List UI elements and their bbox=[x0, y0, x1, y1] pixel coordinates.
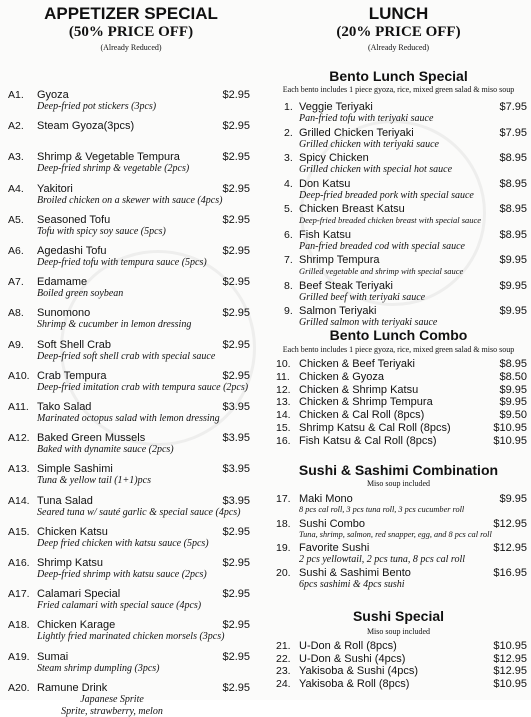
item-price: $2.95 bbox=[222, 89, 250, 101]
item-number: A1. bbox=[8, 89, 24, 101]
item-number: 21. bbox=[276, 640, 291, 652]
appetizer-item bbox=[0, 682, 262, 717]
bento-special-item bbox=[266, 280, 531, 305]
sushi-special-item bbox=[266, 678, 531, 691]
bento-special-item bbox=[266, 203, 531, 228]
lunch-reduced-note: (Already Reduced) bbox=[367, 43, 430, 52]
item-number: 1. bbox=[284, 101, 293, 113]
item-name: Baked Green Mussels bbox=[37, 432, 146, 444]
item-price: $8.95 bbox=[499, 152, 527, 164]
item-price: $2.95 bbox=[222, 619, 250, 631]
item-name: Shrimp Tempura bbox=[299, 254, 380, 266]
item-price: $8.95 bbox=[499, 229, 527, 241]
appetizer-item bbox=[0, 495, 262, 525]
item-name: U-Don & Roll (8pcs) bbox=[299, 640, 397, 652]
item-name: Yakisoba & Roll (8pcs) bbox=[299, 678, 410, 690]
item-name: Maki Mono bbox=[299, 493, 353, 505]
sushi-special-item bbox=[266, 640, 531, 653]
item-description: Pan-fried breaded cod with special sauce bbox=[299, 241, 465, 252]
bento-special-item bbox=[266, 254, 531, 279]
item-price: $7.95 bbox=[499, 127, 527, 139]
item-name: Chicken & Cal Roll (8pcs) bbox=[299, 409, 425, 421]
sushi-combo-title: Sushi & Sashimi Combination bbox=[298, 462, 499, 478]
item-description: Fried calamari with special sauce (4pcs) bbox=[37, 600, 202, 611]
item-description: Lightly fried marinated chicken morsels (3pcs) bbox=[37, 631, 225, 642]
appetizer-item bbox=[0, 588, 262, 618]
item-name: Chicken Karage bbox=[37, 619, 116, 631]
item-name: Tuna Salad bbox=[37, 495, 93, 507]
item-price: $2.95 bbox=[222, 588, 250, 600]
item-price: $3.95 bbox=[222, 463, 250, 475]
item-number: 2. bbox=[284, 127, 293, 139]
item-description: Japanese Sprite bbox=[80, 694, 144, 705]
item-description: Deep-fried breaded pork with special sauce bbox=[299, 190, 474, 201]
appetizer-item bbox=[0, 89, 262, 119]
appetizer-item bbox=[0, 183, 262, 213]
sushi-special-note: Miso soup included bbox=[366, 627, 431, 636]
item-name: Simple Sashimi bbox=[37, 463, 113, 475]
item-price: $3.95 bbox=[222, 432, 250, 444]
item-price: $10.95 bbox=[493, 422, 527, 434]
item-name: Agedashi Tofu bbox=[37, 245, 107, 257]
bento-combo-title: Bento Lunch Combo bbox=[329, 327, 468, 343]
item-number: 15. bbox=[276, 422, 291, 434]
item-name: Don Katsu bbox=[299, 178, 351, 190]
item-price: $2.95 bbox=[222, 120, 250, 132]
lunch-discount: (20% PRICE OFF) bbox=[336, 24, 461, 40]
item-description: Deep-fried shrimp with katsu sauce (2pcs) bbox=[37, 569, 207, 580]
item-price: $2.95 bbox=[222, 339, 250, 351]
sushi-special-item bbox=[266, 665, 531, 678]
item-name: Shrimp Katsu & Cal Roll (8pcs) bbox=[299, 422, 451, 434]
item-description: Grilled beef with teriyaki sauce bbox=[299, 292, 426, 303]
item-number: A6. bbox=[8, 245, 24, 257]
item-name: Fish Katsu & Cal Roll (8pcs) bbox=[299, 435, 437, 447]
item-number: 6. bbox=[284, 229, 293, 241]
item-description: Deep fried chicken with katsu sauce (5pcs) bbox=[37, 538, 209, 549]
item-name: Salmon Teriyaki bbox=[299, 305, 377, 317]
item-number: 14. bbox=[276, 409, 291, 421]
item-description: Boiled green soybean bbox=[37, 288, 124, 299]
item-name: Veggie Teriyaki bbox=[299, 101, 373, 113]
item-price: $9.95 bbox=[499, 254, 527, 266]
item-price: $16.95 bbox=[493, 567, 527, 579]
item-price: $2.95 bbox=[222, 651, 250, 663]
item-name: Calamari Special bbox=[37, 588, 121, 600]
item-price: $8.95 bbox=[499, 178, 527, 190]
bento-combo-note: Each bento includes 1 piece gyoza, rice, mixed green salad & miso soup bbox=[282, 345, 515, 354]
item-description: 6pcs sashimi & 4pcs sushi bbox=[299, 579, 405, 590]
item-price: $2.95 bbox=[222, 526, 250, 538]
item-number: A3. bbox=[8, 151, 24, 163]
item-price: $2.95 bbox=[222, 682, 250, 694]
item-description: Deep-fried imitation crab with tempura sauce (2pcs) bbox=[37, 382, 249, 393]
item-price: $12.95 bbox=[493, 518, 527, 530]
item-price: $10.95 bbox=[493, 640, 527, 652]
item-number: A18. bbox=[8, 619, 30, 631]
item-description: Tuna, shrimp, salmon, red snapper, egg, and 8 pcs cal roll bbox=[299, 530, 492, 539]
item-description: Grilled chicken with teriyaki sauce bbox=[299, 139, 439, 150]
bento-combo-item bbox=[266, 422, 531, 435]
item-description: Grilled salmon with teriyaki sauce bbox=[299, 317, 438, 328]
item-price: $2.95 bbox=[222, 151, 250, 163]
item-description: Baked with dynamite sauce (2pcs) bbox=[37, 444, 174, 455]
item-description: Deep-fried soft shell crab with special sauce bbox=[37, 351, 216, 362]
item-number: 24. bbox=[276, 678, 291, 690]
item-price: $2.95 bbox=[222, 557, 250, 569]
item-price: $7.95 bbox=[499, 101, 527, 113]
item-description: Steam shrimp dumpling (3pcs) bbox=[37, 663, 160, 674]
item-number: A10. bbox=[8, 370, 30, 382]
item-number: 8. bbox=[284, 280, 293, 292]
item-price: $9.50 bbox=[499, 409, 527, 421]
item-name: Chicken Katsu bbox=[37, 526, 108, 538]
item-price: $12.95 bbox=[493, 542, 527, 554]
item-name: Beef Steak Teriyaki bbox=[299, 280, 393, 292]
sushi-combo-item bbox=[266, 518, 531, 542]
item-name: Ramune Drink bbox=[37, 682, 108, 694]
item-name: U-Don & Sushi (4pcs) bbox=[299, 653, 406, 665]
item-name: Chicken & Beef Teriyaki bbox=[299, 358, 415, 370]
item-price: $3.95 bbox=[222, 495, 250, 507]
appetizer-item bbox=[0, 432, 262, 462]
item-name: Tako Salad bbox=[37, 401, 92, 413]
appetizer-item bbox=[0, 339, 262, 369]
item-description: Deep-fried tofu with tempura sauce (5pcs) bbox=[37, 257, 207, 268]
item-description: Sprite, strawberry, melon bbox=[61, 706, 163, 717]
item-name: Soft Shell Crab bbox=[37, 339, 111, 351]
bento-special-title: Bento Lunch Special bbox=[329, 68, 468, 84]
appetizer-discount: (50% PRICE OFF) bbox=[68, 24, 194, 40]
item-price: $9.95 bbox=[499, 493, 527, 505]
item-price: $12.95 bbox=[493, 665, 527, 677]
item-price: $2.95 bbox=[222, 276, 250, 288]
item-description: Marinated octopus salad with lemon dressing bbox=[37, 413, 220, 424]
item-number: 7. bbox=[284, 254, 293, 266]
bento-special-item bbox=[266, 229, 531, 254]
bento-combo-item bbox=[266, 358, 531, 371]
appetizer-item bbox=[0, 401, 262, 431]
item-number: A12. bbox=[8, 432, 30, 444]
bento-special-item bbox=[266, 101, 531, 126]
appetizer-item bbox=[0, 151, 262, 181]
item-description: Deep-fried pot stickers (3pcs) bbox=[37, 101, 157, 112]
item-price: $2.95 bbox=[222, 183, 250, 195]
item-number: 23. bbox=[276, 665, 291, 677]
item-description: Grilled chicken with special hot sauce bbox=[299, 164, 453, 175]
appetizer-item bbox=[0, 463, 262, 493]
item-number: A17. bbox=[8, 588, 30, 600]
appetizer-item bbox=[0, 214, 262, 244]
item-number: A8. bbox=[8, 307, 24, 319]
bento-special-item bbox=[266, 152, 531, 177]
item-name: Edamame bbox=[37, 276, 88, 288]
item-number: A4. bbox=[8, 183, 24, 195]
item-name: Seasoned Tofu bbox=[37, 214, 111, 226]
sushi-combo-item bbox=[266, 567, 531, 591]
item-number: 18. bbox=[276, 518, 291, 530]
item-name: Sunomono bbox=[37, 307, 91, 319]
item-price: $9.95 bbox=[499, 384, 527, 396]
item-number: 3. bbox=[284, 152, 293, 164]
bento-special-item bbox=[266, 178, 531, 203]
item-name: Grilled Chicken Teriyaki bbox=[299, 127, 414, 139]
item-number: A9. bbox=[8, 339, 24, 351]
item-number: A20. bbox=[8, 682, 30, 694]
item-description: Pan-fried tofu with teriyaki sauce bbox=[299, 113, 434, 124]
appetizer-item bbox=[0, 276, 262, 306]
appetizer-item bbox=[0, 557, 262, 587]
item-number: A14. bbox=[8, 495, 30, 507]
item-number: A19. bbox=[8, 651, 30, 663]
appetizer-item bbox=[0, 370, 262, 400]
item-name: Gyoza bbox=[37, 89, 69, 101]
item-number: 16. bbox=[276, 435, 291, 447]
bento-combo-item bbox=[266, 371, 531, 384]
item-number: A11. bbox=[8, 401, 29, 413]
item-number: 13. bbox=[276, 396, 291, 408]
item-number: A7. bbox=[8, 276, 24, 288]
item-name: Chicken & Shrimp Katsu bbox=[299, 384, 419, 396]
item-name: Crab Tempura bbox=[37, 370, 107, 382]
lunch-title: LUNCH bbox=[368, 4, 429, 23]
item-description: Deep-fried shrimp & vegetable (2pcs) bbox=[37, 163, 190, 174]
sushi-combo-item bbox=[266, 542, 531, 566]
item-price: $2.95 bbox=[222, 214, 250, 226]
item-name: Favorite Sushi bbox=[299, 542, 370, 554]
item-price: $9.95 bbox=[499, 396, 527, 408]
item-price: $9.95 bbox=[499, 305, 527, 317]
item-description: Tofu with spicy soy sauce (5pcs) bbox=[37, 226, 166, 237]
bento-special-item bbox=[266, 127, 531, 152]
item-number: 5. bbox=[284, 203, 293, 215]
item-price: $2.95 bbox=[222, 245, 250, 257]
item-number: 22. bbox=[276, 653, 291, 665]
appetizer-item bbox=[0, 245, 262, 275]
item-price: $12.95 bbox=[493, 653, 527, 665]
sushi-special-title: Sushi Special bbox=[352, 608, 445, 624]
item-price: $8.95 bbox=[499, 203, 527, 215]
sushi-combo-item bbox=[266, 493, 531, 517]
item-description: Tuna & yellow tail (1+1)pcs bbox=[37, 475, 151, 486]
item-description: Broiled chicken on a skewer with sauce (4pcs) bbox=[37, 195, 223, 206]
appetizer-item bbox=[0, 651, 262, 681]
item-name: Chicken Breast Katsu bbox=[299, 203, 405, 215]
item-number: 19. bbox=[276, 542, 291, 554]
item-name: Sushi Combo bbox=[299, 518, 366, 530]
item-description: Seared tuna w/ sauté garlic & special sauce (4pcs) bbox=[37, 507, 241, 518]
item-number: A5. bbox=[8, 214, 24, 226]
item-name: Chicken & Shrimp Tempura bbox=[299, 396, 433, 408]
item-description: Shrimp & cucumber in lemon dressing bbox=[37, 319, 192, 330]
item-number: 11. bbox=[276, 371, 290, 383]
item-name: Fish Katsu bbox=[299, 229, 351, 241]
item-number: 10. bbox=[276, 358, 291, 370]
item-name: Yakitori bbox=[37, 183, 73, 195]
item-price: $2.95 bbox=[222, 370, 250, 382]
item-name: Chicken & Gyoza bbox=[299, 371, 384, 383]
item-name: Yakisoba & Sushi (4pcs) bbox=[299, 665, 419, 677]
item-name: Shrimp Katsu bbox=[37, 557, 104, 569]
item-number: 4. bbox=[284, 178, 293, 190]
item-number: A2. bbox=[8, 120, 24, 132]
bento-combo-item bbox=[266, 435, 531, 448]
bento-combo-item bbox=[266, 409, 531, 422]
item-description: Grilled vegetable and shrimp with special sauce bbox=[299, 266, 464, 276]
item-name: Steam Gyoza(3pcs) bbox=[37, 120, 135, 132]
item-price: $8.95 bbox=[499, 358, 527, 370]
item-number: A13. bbox=[8, 463, 30, 475]
item-name: Shrimp & Vegetable Tempura bbox=[37, 151, 180, 163]
item-number: A16. bbox=[8, 557, 30, 569]
item-number: 12. bbox=[276, 384, 291, 396]
item-price: $9.95 bbox=[499, 280, 527, 292]
item-description: 8 pcs cal roll, 3 pcs tuna roll, 3 pcs cucumber roll bbox=[299, 505, 465, 514]
appetizer-item bbox=[0, 307, 262, 337]
item-number: 17. bbox=[276, 493, 291, 505]
appetizer-item bbox=[0, 619, 262, 649]
bento-combo-item bbox=[266, 396, 531, 409]
item-price: $10.95 bbox=[493, 435, 527, 447]
item-price: $2.95 bbox=[222, 307, 250, 319]
item-name: Sushi & Sashimi Bento bbox=[299, 567, 411, 579]
item-price: $8.50 bbox=[499, 371, 527, 383]
item-description: Deep-fried breaded chicken breast with special sauce bbox=[299, 215, 482, 225]
item-number: 9. bbox=[284, 305, 293, 317]
item-description: 2 pcs yellowtail, 2 pcs tuna, 8 pcs cal roll bbox=[299, 554, 466, 565]
item-price: $10.95 bbox=[493, 678, 527, 690]
appetizer-title: APPETIZER SPECIAL bbox=[44, 4, 218, 23]
bento-special-note: Each bento includes 1 piece gyoza, rice, mixed green salad & miso soup bbox=[282, 85, 515, 94]
sushi-combo-note: Miso soup included bbox=[366, 479, 431, 488]
item-price: $3.95 bbox=[222, 401, 250, 413]
appetizer-item bbox=[0, 526, 262, 556]
item-name: Sumai bbox=[37, 651, 69, 663]
item-name: Spicy Chicken bbox=[299, 152, 369, 164]
item-number: 20. bbox=[276, 567, 291, 579]
appetizer-reduced-note: (Already Reduced) bbox=[100, 43, 162, 52]
appetizer-item bbox=[0, 120, 262, 150]
item-number: A15. bbox=[8, 526, 30, 538]
